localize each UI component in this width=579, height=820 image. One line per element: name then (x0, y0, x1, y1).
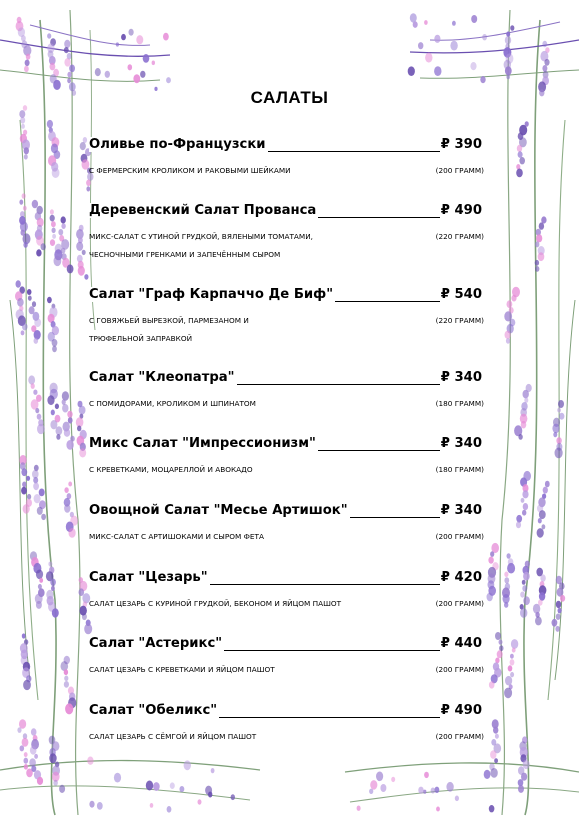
item-description: С ГОВЯЖЬЕЙ ВЫРЕЗКОЙ, ПАРМЕЗАНОМ И ТРЮФЕЛЬНОЙ ЗАПРАВКОЙ (89, 316, 249, 343)
item-name: Салат "Цезарь" (89, 570, 208, 585)
menu-item (89, 703, 484, 746)
item-weight: (200 ГРАММ) (435, 599, 484, 608)
item-name: Микс Салат "Импрессионизм" (89, 436, 316, 451)
item-weight: (200 ГРАММ) (435, 732, 484, 741)
item-price: ₽ 440 (440, 636, 482, 651)
item-price: ₽ 390 (440, 137, 482, 152)
item-name: Оливье по-Французски (89, 137, 266, 152)
menu-item (89, 203, 484, 264)
section-title: САЛАТЫ (250, 88, 329, 107)
item-description: МИКС-САЛАТ С УТИНОЙ ГРУДКОЙ, ВЯЛЕНЫМИ ТОМАТАМИ, ЧЕСНОЧНЫМИ ГРЕНКАМИ И ЗАПЕЧЁННЫМ СЫРОМ (89, 232, 313, 259)
item-description: С ПОМИДОРАМИ, КРОЛИКОМ И ШПИНАТОМ (89, 399, 256, 408)
item-name: Овощной Салат "Месье Артишок" (89, 503, 348, 518)
menu-item (89, 636, 484, 679)
item-description: МИКС-САЛАТ С АРТИШОКАМИ И СЫРОМ ФЕТА (89, 532, 264, 541)
item-price: ₽ 490 (440, 203, 482, 218)
item-weight: (200 ГРАММ) (435, 532, 484, 541)
menu-item (89, 503, 484, 546)
item-price: ₽ 340 (440, 436, 482, 451)
item-name: Деревенский Салат Прованса (89, 203, 317, 218)
item-description: САЛАТ ЦЕЗАРЬ С КУРИНОЙ ГРУДКОЙ, БЕКОНОМ И ЯЙЦОМ ПАШОТ (89, 599, 342, 608)
item-price: ₽ 340 (440, 370, 482, 385)
menu-item (89, 287, 484, 348)
item-name: Салат "Клеопатра" (89, 370, 235, 385)
item-description: САЛАТ ЦЕЗАРЬ С СЁМГОЙ И ЯЙЦОМ ПАШОТ (89, 732, 257, 741)
item-description: С ФЕРМЕРСКИМ КРОЛИКОМ И РАКОВЫМИ ШЕЙКАМИ (89, 166, 291, 175)
item-weight: (220 ГРАММ) (435, 232, 484, 241)
item-price: ₽ 490 (440, 703, 482, 718)
item-name: Салат "Граф Карпаччо Де Биф" (89, 287, 334, 302)
menu-item (89, 570, 484, 613)
item-price: ₽ 540 (440, 287, 482, 302)
item-description: САЛАТ ЦЕЗАРЬ С КРЕВЕТКАМИ И ЯЙЦОМ ПАШОТ (89, 665, 275, 674)
item-price: ₽ 340 (440, 503, 482, 518)
item-weight: (180 ГРАММ) (435, 399, 484, 408)
item-weight: (220 ГРАММ) (435, 316, 484, 325)
item-weight: (180 ГРАММ) (435, 465, 484, 474)
item-weight: (200 ГРАММ) (435, 665, 484, 674)
item-name: Салат "Астерикс" (89, 636, 223, 651)
item-description: С КРЕВЕТКАМИ, МОЦАРЕЛЛОЙ И АВОКАДО (89, 465, 253, 474)
menu-item (89, 370, 484, 413)
menu-item (89, 137, 484, 180)
item-weight: (200 ГРАММ) (435, 166, 484, 175)
item-name: Салат "Обеликс" (89, 703, 218, 718)
item-price: ₽ 420 (440, 570, 482, 585)
menu-item (89, 436, 484, 479)
